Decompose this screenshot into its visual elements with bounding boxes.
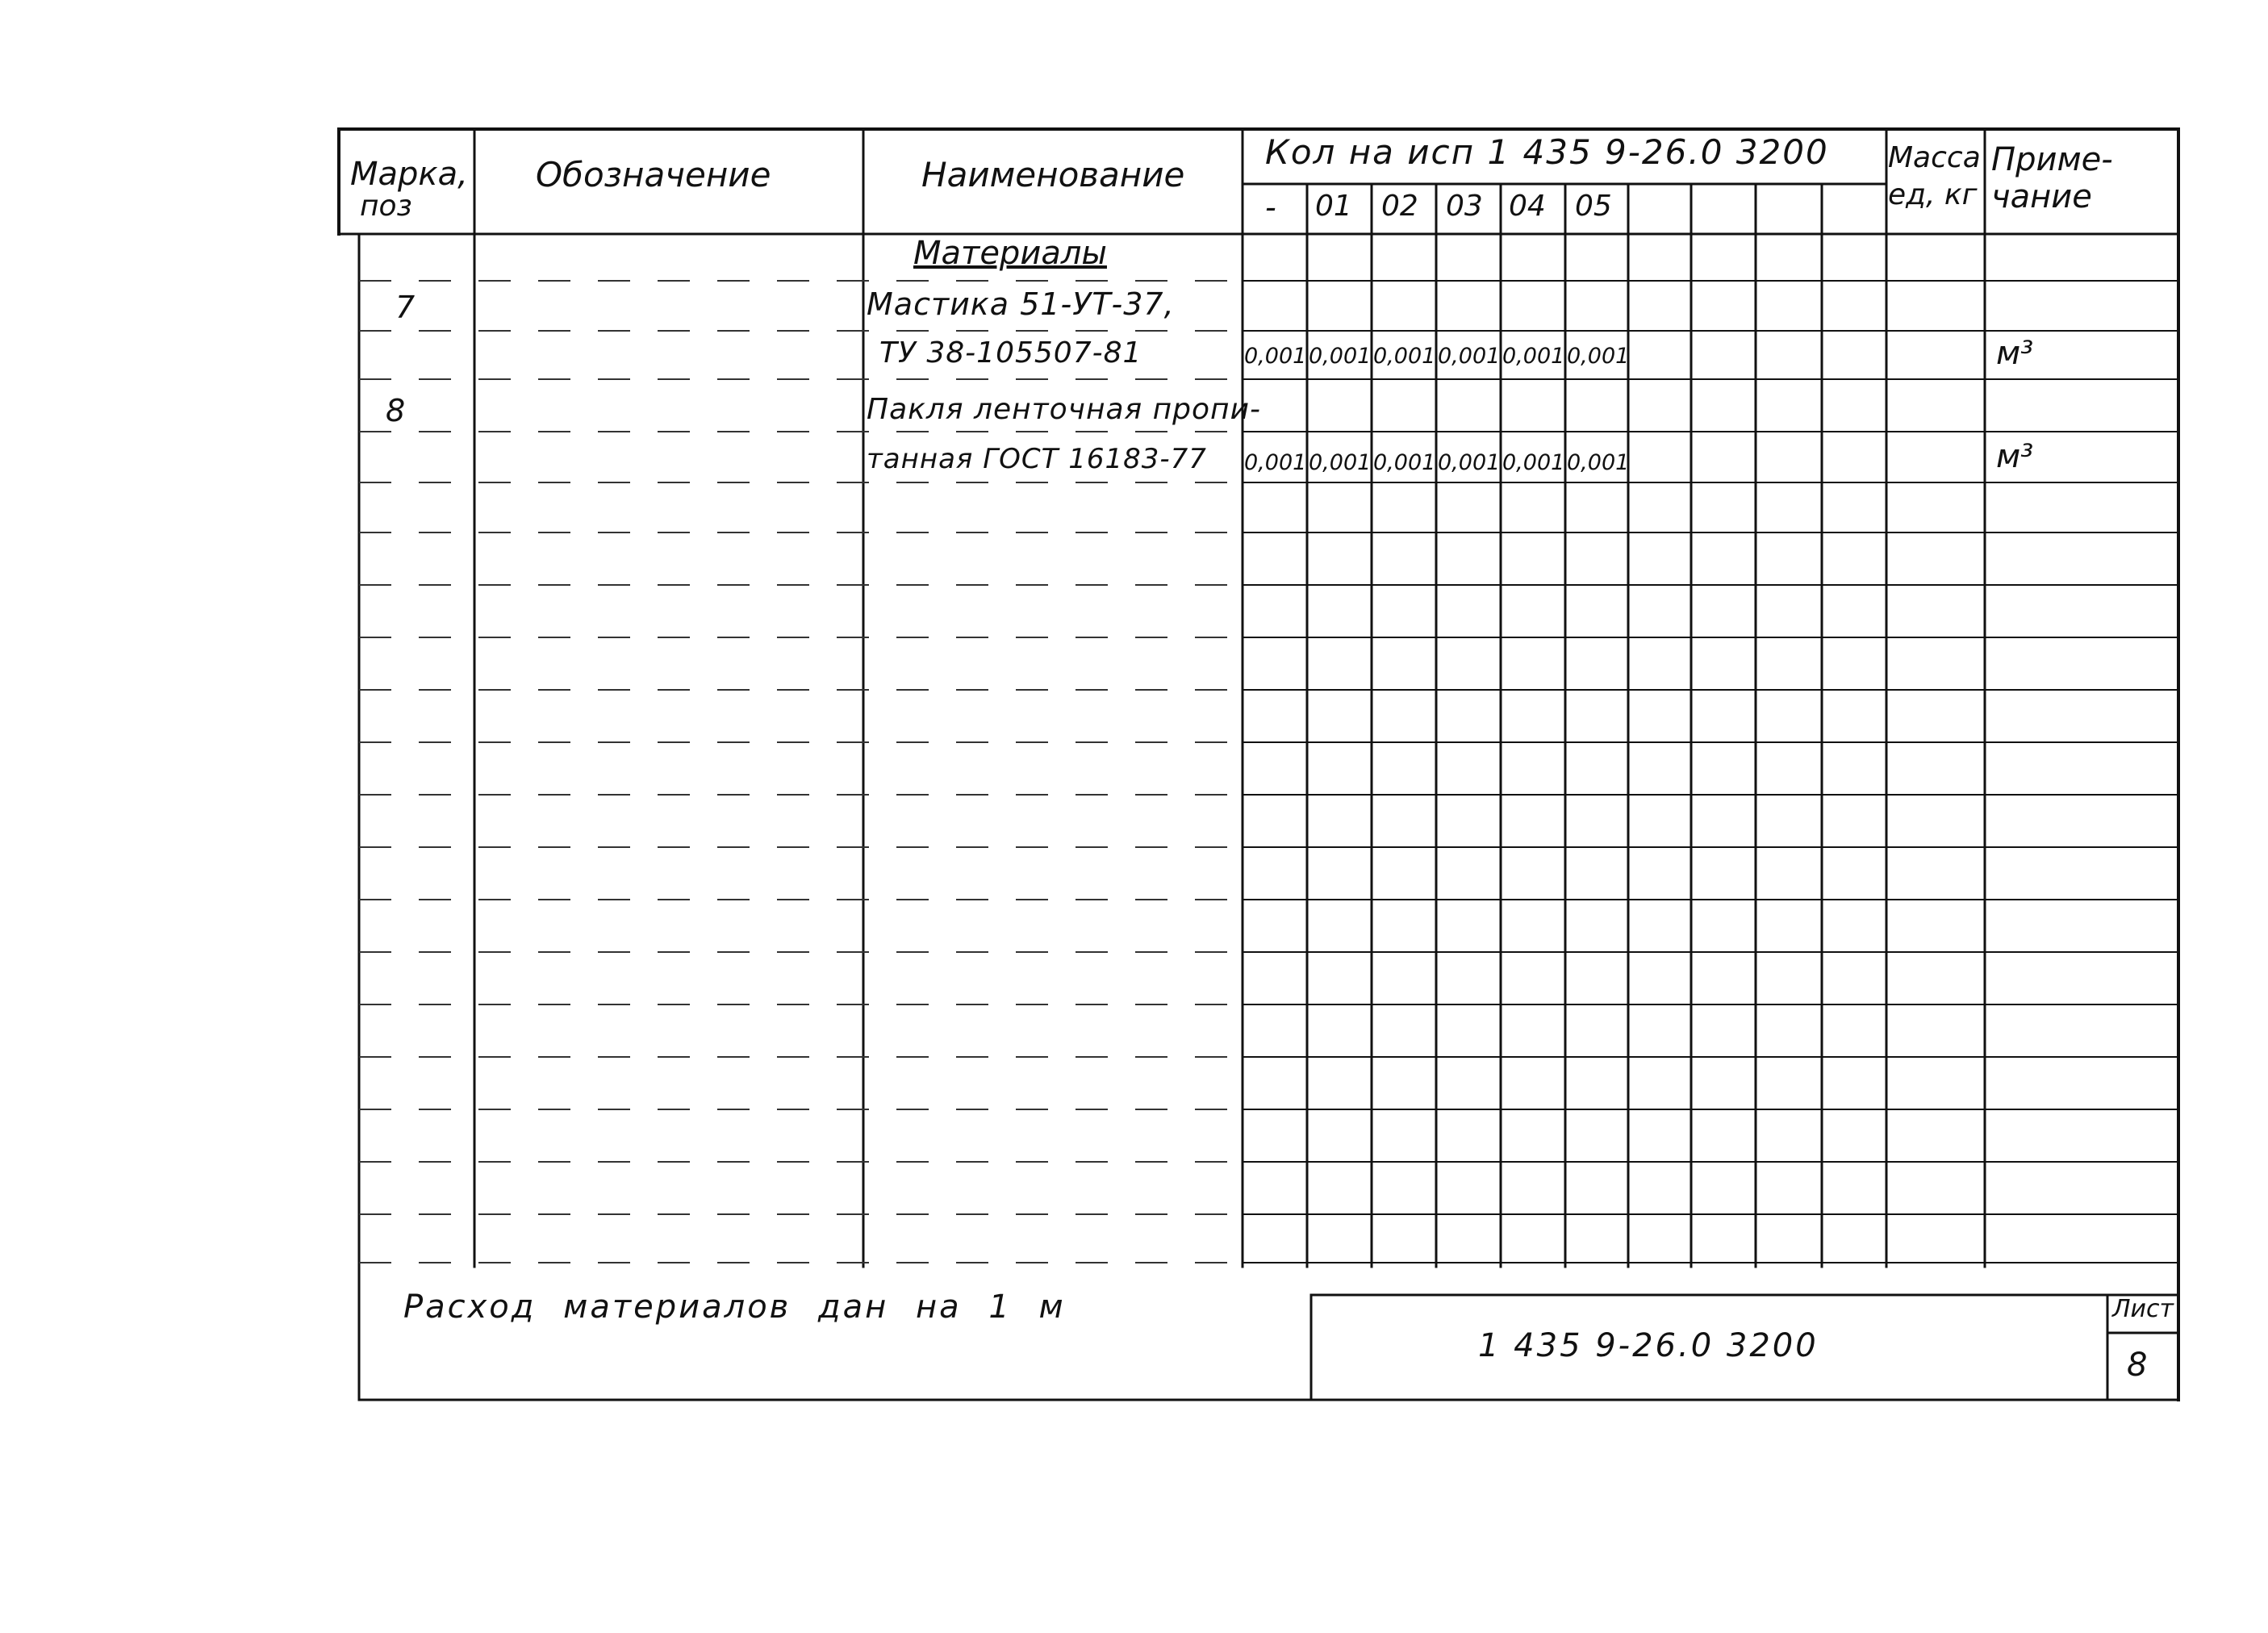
qty-cell: 0,001	[1309, 450, 1372, 475]
header-ed-kg: ед, кг	[1888, 178, 1978, 211]
header-naimenovanie: Наименование	[921, 155, 1185, 194]
header-marka: Марка,	[350, 156, 468, 193]
row-name: Пакля ленточная пропи-	[867, 393, 1261, 426]
row-name: ТУ 38-105507-81	[879, 336, 1142, 370]
qty-cell: 0,001	[1502, 450, 1565, 475]
footnote: Расход материалов дан на 1 м	[403, 1288, 1066, 1326]
qty-cell: 0,001	[1567, 450, 1630, 475]
header-massa: Масса	[1888, 141, 1981, 174]
note-cell: м³	[1996, 335, 2034, 372]
qty-cell: 0,001	[1373, 450, 1436, 475]
qty-cell: 0,001	[1502, 344, 1565, 369]
header-oboznachenie: Обозначение	[536, 155, 771, 194]
qty-cell: 0,001	[1567, 344, 1630, 369]
qty-cell: 0,001	[1309, 344, 1372, 369]
row-pos: 7	[395, 290, 416, 325]
qty-cell: 0,001	[1438, 450, 1501, 475]
header-kol-title: Кол на исп 1 435 9-26.0 3200	[1265, 132, 1829, 172]
variant-col-1: 01	[1315, 190, 1352, 223]
row-name: танная ГОСТ 16183-77	[867, 443, 1207, 475]
header-prime: Приме-	[1991, 141, 2113, 178]
variant-col-5: 05	[1575, 190, 1612, 223]
row-name: Мастика 51-УТ-37,	[867, 286, 1175, 322]
variant-col-3: 03	[1446, 190, 1483, 223]
variant-col-0: -	[1265, 190, 1276, 225]
qty-cell: 0,001	[1244, 344, 1307, 369]
sheet-label: Лист	[2112, 1295, 2174, 1323]
row-pos: 8	[386, 393, 406, 428]
note-cell: м³	[1996, 438, 2034, 475]
section-title: Материалы	[913, 235, 1107, 272]
qty-cell: 0,001	[1438, 344, 1501, 369]
header-poz: поз	[360, 190, 412, 223]
qty-cell: 0,001	[1244, 450, 1307, 475]
variant-col-2: 02	[1381, 190, 1418, 223]
qty-cell: 0,001	[1373, 344, 1436, 369]
variant-col-4: 04	[1509, 190, 1546, 223]
sheet-number: 8	[2127, 1347, 2148, 1384]
header-chanie: чание	[1991, 178, 2092, 215]
doc-number: 1 435 9-26.0 3200	[1478, 1327, 1819, 1364]
